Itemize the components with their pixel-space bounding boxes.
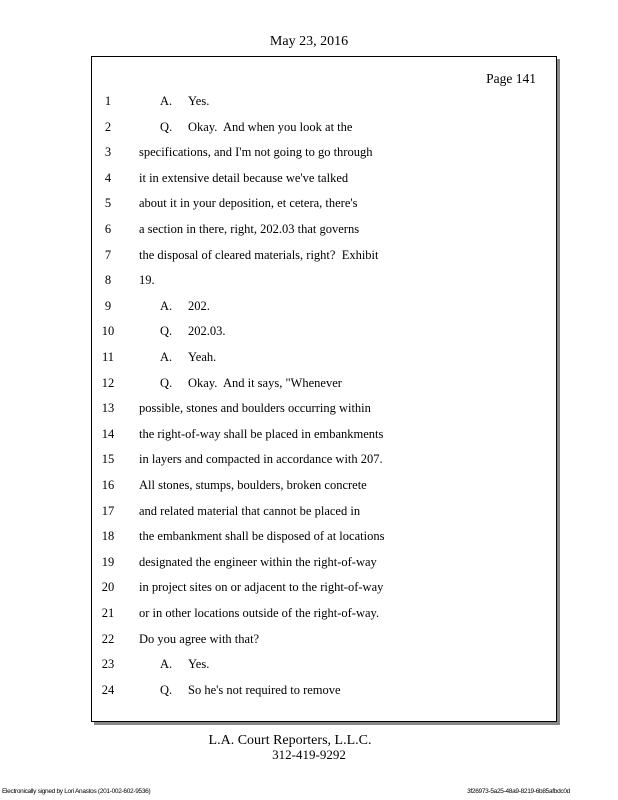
line-number: 4 [104,170,112,185]
line-text: Do you agree with that? [139,631,260,646]
line-text: about it in your deposition, et cetera, there's [139,196,358,211]
line-text: So he's not required to remove [188,682,341,697]
line-text: 202. [188,298,210,313]
line-text: 202.03. [188,324,226,339]
speaker-label: A. [160,350,173,364]
line-text: the right-of-way shall be placed in embankments [139,426,384,441]
line-text: Yes. [188,94,210,108]
line-number: 24 [101,682,115,697]
line-number: 7 [104,247,112,262]
line-number: 13 [101,401,115,416]
line-number: 14 [101,426,115,441]
speaker-label: A. [160,298,173,313]
line-number: 22 [101,631,115,646]
court-reporter-name: L.A. Court Reporters, L.L.C. [208,733,372,748]
line-text: the embankment shall be disposed of at locations [139,529,385,544]
line-number: 11 [101,350,115,364]
line-number: 15 [101,452,115,467]
line-text: and related material that cannot be placed in [139,503,361,518]
line-text: in layers and compacted in accordance with 207. [139,452,383,467]
line-number: 21 [101,606,115,620]
speaker-label: Q. [160,375,173,390]
line-number: 6 [104,222,112,236]
line-text: specifications, and I'm not going to go through [139,145,373,160]
line-text: 19. [139,273,155,288]
line-number: 19 [101,554,115,569]
speaker-label: Q. [160,682,173,697]
line-text: in project sites on or adjacent to the right-of-way [139,580,384,595]
speaker-label: Q. [160,324,173,339]
line-text: possible, stones and boulders occurring within [139,401,371,416]
speaker-label: A. [160,657,173,672]
line-text: designated the engineer within the right-of-way [139,554,377,569]
line-number: 2 [104,119,112,134]
line-number: 18 [101,529,115,544]
line-text: Yeah. [188,350,217,364]
transcript-page [91,56,557,722]
transcript-date: May 23, 2016 [269,34,349,49]
court-reporter-phone: 312-419-9292 [272,747,346,762]
line-text: Okay. And when you look at the [188,119,353,134]
line-number: 8 [104,273,112,288]
line-text: the disposal of cleared materials, right? Exhibit [139,247,379,262]
line-text: it in extensive detail because we've talked [139,170,349,185]
document-hash: 3f26973-5a25-48a9-8219-6b85afbdc0d [467,788,570,795]
speaker-label: Q. [160,119,173,134]
line-number: 17 [101,503,115,518]
line-text: or in other locations outside of the right-of-way. [139,606,380,620]
line-text: Yes. [188,657,210,672]
line-number: 10 [101,324,115,339]
line-text: Okay. And it says, "Whenever [188,375,342,390]
line-number: 3 [104,145,112,160]
electronic-signature: Electronically signed by Lori Anastos (201-002-602-9536) [2,788,151,795]
page-number: Page 141 [486,71,536,86]
line-text: All stones, stumps, boulders, broken concrete [139,478,367,492]
line-text: a section in there, right, 202.03 that governs [139,222,360,236]
speaker-label: A. [160,94,173,108]
line-number: 9 [104,298,112,313]
line-number: 16 [101,478,115,492]
line-number: 5 [104,196,112,211]
line-number: 20 [101,580,115,595]
line-number: 12 [101,375,115,390]
line-number: 23 [101,657,115,672]
line-number: 1 [104,94,112,108]
